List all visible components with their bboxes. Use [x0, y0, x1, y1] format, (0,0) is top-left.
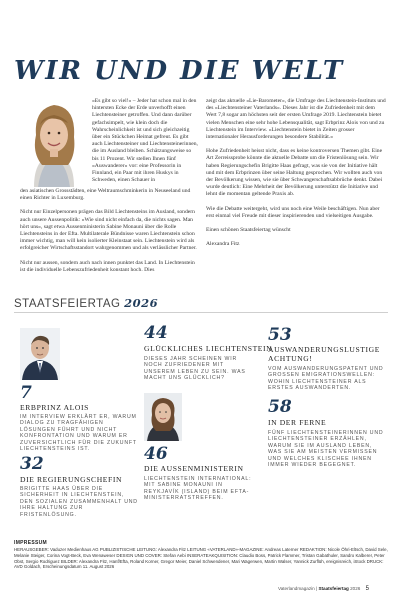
- item-number: 46: [144, 444, 168, 464]
- item-description: BRIGITTE HAAS ÜBER DIE SICHERHEIT IN LIECHTENSTEIN, DEN SOZIALEN ZUSAMMENHALT UND IHRE HALTUNG ZUR FRISTENLÖSUNG.: [20, 486, 138, 518]
- impressum-text: HERAUSGEBER: Vaduzer Medienhaus AG PUBLIZISTISCHE LEITUNG: Alexandra Fitz LEITUNG «VATERLAND»-MAGAZINE: Andreas Laterner REDAKTION: Nicole Öhri-Eltsch, David Sele, Melanie Steiger, Corina Vogt-Beck, Eva Wenaweser DESIGN UND COVER: Stefan Aebi INSERATEAKQUISITION: Claudio Boss, Patrick Flammer, Tristan Gabathuler, Sandro Kalberer, Peter Obst, Sergio Rodriguez BILDER: Alexandra Fitz, Hanf/Efta, Roland Korner, Gregor Meier, Daniel Schwendener, Mari Wagerwen, Martin Walser, Yannick Zurflüh, ereignisreich, iStock DRUCK: AVD Goldach, Erscheinungsdatum 11. August 2026: [14, 547, 388, 570]
- item-description: DIESES JAHR SCHEINEN WIR NOCH ZUFRIEDENER MIT UNSEREM LEBEN ZU SEIN. WAS MACHT UNS GLÜCKLICH?: [144, 356, 246, 382]
- item-heading: DIE REGIERUNGSCHEFIN: [20, 475, 123, 484]
- editorial-left-column: [20, 188, 200, 281]
- erbprinz-photo: [20, 328, 60, 380]
- section-label: STAATSFEIERTAG: [14, 298, 121, 310]
- page-title: WIR UND DIE WELT: [14, 56, 345, 86]
- editor-portrait: [20, 95, 88, 187]
- editorial-intro: [92, 98, 199, 191]
- section-year: 2026: [124, 296, 159, 310]
- editorial-paragraph: Nicht nur Einzelpersonen prägen das Bild Liechtensteins im Ausland, sondern auch unsere Aussenpolitik: «Wie sind nicht einfach da, die nichts sagen. Man hört uns», sagt etwa Aussenministerin Sabine Monauni über die Rolle Liechtensteins in der Efta. Multilaterale Bündnisse waren Liechtenstein schon immer wichtig, man will kein isolierter Kleinstaat sein. Liechtenstein wird als erfolgreicher Wirtschaftsstandort wahrgenommen und als verlässlicher Partner.: [20, 209, 197, 252]
- editorial-paragraph: Wie die Debatte weitergeht, wird uns noch eine Weile beschäftigen. Nun aber erst einmal viel Freude mit dieser inspirierenden und vielseitigen Ausgabe.: [206, 205, 380, 219]
- page-footer: [278, 586, 369, 592]
- item-heading: ERBPRINZ ALOIS: [20, 403, 89, 412]
- item-number: 7: [20, 383, 32, 403]
- editorial-paragraph: Einen schönen Staatsfeiertag wünscht: [206, 227, 291, 234]
- item-heading: AUSWANDERUNGSLUSTIGE ACHTUNG!: [268, 345, 380, 363]
- item-description: FÜNF LIECHTENSTEINERINNEN UND LIECHTENSTEINER ERZÄHLEN, WARUM SIE IM AUSLAND LEBEN, WAS SIE AM MEISTEN VERMISSEN UND WELCHES KLISCHEE IHNEN IMMER WIEDER BEGEGNET.: [268, 430, 384, 469]
- editorial-paragraph: zeigt das aktuelle «Lie-Barometer», die Umfrage des Liechtenstein-Instituts und des «Liechtensteiner Vaterlands». Dieses Jahr ist die Zufriedenheit mit dem Wert 7,8 sogar am höchsten seit der ersten Umfrage 2019. Liechtenstein bietet vielen Menschen eine sehr hohe Lebensqualität, sagt Erbprinz Alois von und zu Liechtenstein im Interview. «Liechtenstein bietet in Zeiten grosser internationaler Herausforderungen besondere Stabilität.»: [206, 98, 386, 141]
- footer-publication: Vaterlandmagazin: [278, 586, 315, 591]
- item-description: IM INTERVIEW ERKLÄRT ER, WARUM DIALOG ZU TRAGFÄHIGEN LÖSUNGEN FÜHRT UND NICHT KONFRONTATION UND WARUM ER ZUVERSICHTLICH FÜR DIE ZUKUNFT LIECHTENSTEINS IST.: [20, 414, 137, 453]
- footer-section: Staatsfeiertag: [318, 586, 349, 591]
- editorial-signature: Alexandra Fitz: [206, 241, 240, 248]
- item-description: LIECHTENSTEIN INTERNATIONAL: MIT SABINE MONAUNI IN REYKJAVÍK (ISLAND) BEIM EFTA-MINISTERRATSTREFFEN.: [144, 476, 252, 502]
- editorial-paragraph: «Es gibt so viel!» – Jeder hat schon mal in den hintersten Ecke der Erde unverhofft einen Liechtensteiner getroffen. Und dann darüber gefachsimpelt, wie klein doch die Wahrscheinlichkeit ist und sich gleichzeitig über ein Stückchen Heimat gefreut. Es gibt auch Liechtensteiner und Liechtensteinerinnen, die im Ausland bleiben. Schätzungsweise so bis 11 Prozent. Wir stellen Ihnen fünf «Auswanderer» vor: eine Professorin in Finnland, ein Paar mit ihren Huskys in Schweden, einen Schauer in: [92, 98, 198, 184]
- footer-year: 2026: [350, 586, 361, 591]
- item-heading: GLÜCKLICHES LIECHTENSTEIN: [144, 344, 273, 353]
- footer-separator: |: [315, 586, 319, 591]
- impressum-title: IMPRESSUM: [14, 540, 47, 546]
- item-heading: IN DER FERNE: [268, 418, 327, 427]
- editorial-paragraph: den asiatischen Grossstädten, eine Weltraumschminkerin in Neuseeland und einen Richter in Luxemburg.: [20, 188, 191, 202]
- item-number: 58: [268, 397, 292, 417]
- item-number: 44: [144, 323, 168, 343]
- item-heading: DIE AUSSENMINISTERIN: [144, 464, 244, 473]
- page-number: 5: [365, 586, 369, 592]
- editorial-right-column: [206, 98, 386, 255]
- editorial-paragraph: Nicht nur aussen, sondern auch nach innen punktet das Land. In Liechtenstein ist die individuelle Lebenszufriedenheit konstant hoch. Dies: [20, 259, 195, 273]
- item-number: 32: [20, 454, 44, 474]
- editorial-paragraph: Hohe Zufriedenheit heisst nicht, dass es keine kontroversen Themen gibt. Eine Art Zerreissprobe könnte die aktuelle Debatte um die Fristenlösung sein. Wir haben Regierungschefin Brigitte Haas gefragt, was sie von der Initiative hält und mit dem Erbprinzen über seine Haltung gesprochen. Wir wollten auch von der Bevölkerung wissen, wie sie über Schwangerschaftsabbrüche denkt. Dabei wurde deutlich: Eine Mehrheit der Bevölkerung unterstützt die Initiative und lehnt die momentan geltende Praxis ab.: [206, 148, 383, 198]
- item-number: 53: [268, 325, 292, 345]
- aussenministerin-photo: [144, 393, 182, 441]
- section-heading: [14, 296, 388, 313]
- item-description: VOM AUSWANDERUNGSPATENT UND GROSSEN EMIGRATIONSWELLEN: WOHIN LIECHTENSTEINER ALS ERSTES AUSWANDERTEN.: [268, 366, 384, 392]
